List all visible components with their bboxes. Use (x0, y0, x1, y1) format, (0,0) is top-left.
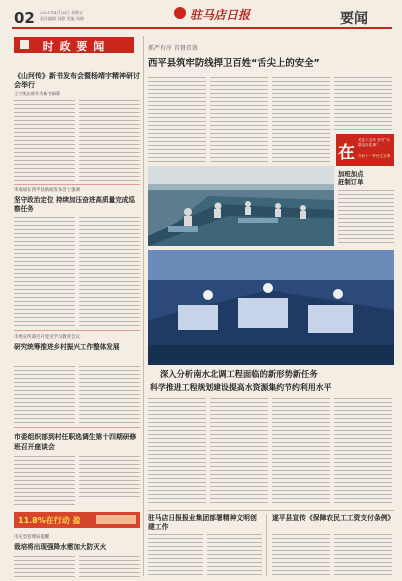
feature-headline-2: 科学推进工程规划建设提高水资源集约节约利用水平 (150, 383, 332, 392)
lead-body (272, 77, 330, 164)
page-number: 02 (14, 9, 35, 27)
factory-photo (148, 166, 334, 246)
newspaper-logo: 驻马店日报 (190, 8, 251, 22)
promo-banner (336, 134, 394, 166)
article-body (14, 366, 75, 424)
workshop-photo-image (148, 250, 394, 365)
feature-body (210, 398, 268, 506)
banner-line1: 关注十五年 坚守“为群众办实事” (358, 138, 390, 147)
article-subtitle: 王宁凯出席并为新书揭幕 (14, 91, 61, 96)
banner-char: 在 (338, 143, 355, 163)
article-body (14, 456, 75, 508)
photo-caption-title (338, 170, 394, 186)
article-kicker: 市委宣传部召开党史学习教育会议 (14, 335, 80, 340)
article-body (14, 100, 75, 182)
masthead (0, 0, 402, 34)
article-body (79, 217, 140, 327)
article-kicker: 李成斌在西平县新闻发布会上强调 (14, 188, 80, 193)
article-body (14, 217, 75, 327)
article-title: 市委组织部到村任职选调生第十四期研修班召开座谈会 (14, 433, 137, 451)
column-banner-title: 时 政 要 闻 (42, 40, 106, 53)
factory-photo-image (148, 166, 334, 246)
column-separator (143, 36, 144, 576)
caption-line1: 加班加点 (338, 170, 364, 178)
article-body (79, 456, 140, 498)
workshop-photo (148, 250, 394, 365)
column-banner (14, 37, 134, 53)
section-label: 要闻 (340, 11, 368, 27)
lead-body (334, 77, 392, 131)
article-title: 栽培将出现强降水需加大防灭火 (14, 543, 107, 551)
lead-kicker: 抓严有序 首督首效 (148, 45, 198, 52)
feature-body (272, 398, 330, 506)
divider (14, 184, 140, 185)
article-title: 遂平县宣传《保障农民工工资支付条例》 (272, 514, 395, 522)
article-body (79, 100, 140, 182)
divider (14, 330, 140, 331)
photo-caption-body (338, 190, 394, 245)
date-line: 2021年4月16日 星期五 (40, 10, 84, 15)
article-body (207, 534, 262, 576)
divider (148, 510, 394, 511)
feature-headline-1: 深入分析南水北调工程面临的新形势新任务 (160, 369, 318, 379)
column-separator (266, 514, 267, 576)
article-title: 《山河传》新书发布会暨杨靖宇精神研讨会举行 (14, 72, 140, 89)
lead-title: 西平县筑牢防线捍卫百姓“舌尖上的安全” (148, 58, 320, 69)
banner-line2: 办好十一件民生实事 (358, 154, 391, 158)
article-body (334, 534, 392, 576)
article-body (79, 366, 140, 424)
editor-line: 责任编辑 刘静 美编 汤晓 (40, 16, 84, 21)
article-body (272, 534, 330, 576)
logo-emblem (174, 7, 186, 19)
article-kicker: 市应急管理局提醒 (14, 535, 50, 540)
article-body (14, 556, 75, 578)
article-title: 坚守政治定位 持续加压奋进高质量完成巡察任务 (14, 196, 135, 213)
feature-body (334, 398, 392, 506)
caption-line2: 赶制订单 (338, 178, 364, 186)
lead-body (148, 77, 206, 164)
feature-body (148, 398, 206, 506)
ad-text: 11.8%在行动 盈 (18, 516, 81, 525)
article-body (79, 556, 140, 578)
lead-body (210, 77, 268, 164)
masthead-rule (12, 27, 392, 29)
advertisement (14, 512, 140, 528)
divider (14, 427, 140, 428)
article-title: 驻马店日报报业集团部署精神文明创建工作 (148, 514, 257, 531)
article-body (148, 534, 203, 576)
article-title: 研究统筹推进乡村振兴工作整体发展 (14, 343, 120, 351)
